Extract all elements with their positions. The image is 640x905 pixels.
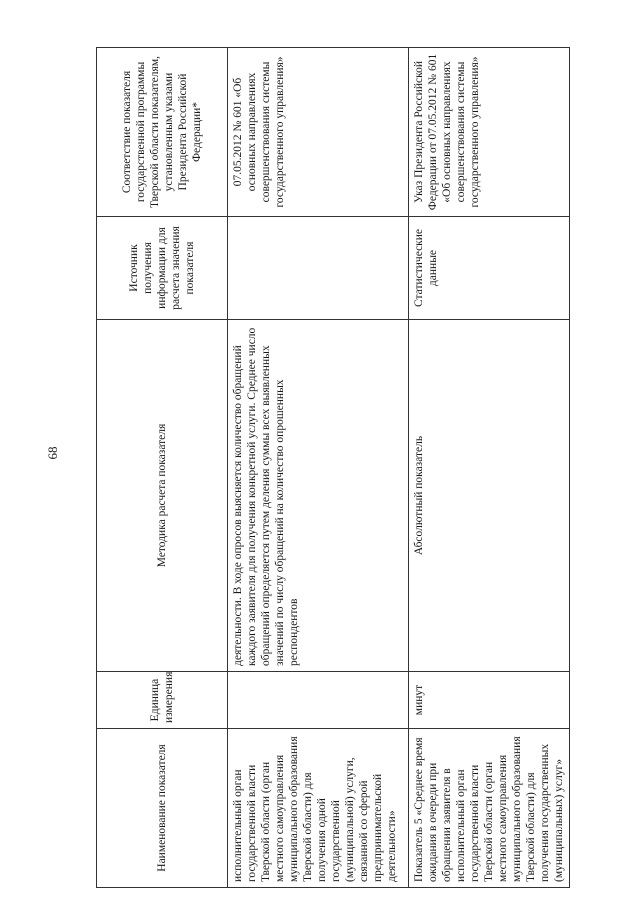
table-row <box>228 48 409 888</box>
cell-source <box>228 217 409 320</box>
header-compliance: Соответствие показателя государственной программы Тверской области показателям, установленным указами Президента Российской Федерации* <box>97 48 228 217</box>
page-number: 68 <box>45 446 60 460</box>
cell-compliance: 07.05.2012 № 601 «Об основных направлениях совершенствования системы государственного управления» <box>228 48 409 217</box>
header-unit: Единица измерения <box>97 672 228 729</box>
indicator-table <box>96 47 570 888</box>
cell-unit: минут <box>409 672 570 729</box>
header-method: Методика расчета показателя <box>97 320 228 672</box>
cell-source: Статистические данные <box>409 217 570 320</box>
header-source: Источник получения информации для расчета значения показателя <box>97 217 228 320</box>
table-row <box>409 48 570 888</box>
header-indicator-name: Наименование показателя <box>97 729 228 888</box>
cell-unit <box>228 672 409 729</box>
cell-method: Абсолютный показатель <box>409 320 570 672</box>
cell-indicator-name: исполнительный орган государственной власти Тверской области (орган местного самоуправления муниципального образования Тверской области) для получения одной государственной (муниципальной) услуги, связанной со сферой предпринимательской деятельности» <box>228 729 409 888</box>
rotated-table-container <box>96 48 566 888</box>
cell-method: деятельности. В ходе опросов выясняется количество обращений каждого заявителя для получения конкретной услуги. Среднее число обращений определяется путем деления суммы всех выявленных значений по числу обращений на количество опрошенных респондентов <box>228 320 409 672</box>
table-header-row <box>97 48 228 888</box>
cell-compliance: Указ Президента Российской Федерации от 07.05.2012 № 601 «Об основных направлениях совершенствования системы государственного управления» <box>409 48 570 217</box>
cell-indicator-name: Показатель 5 «Среднее время ожидания в очереди при обращении заявителя в исполнительный орган государственной власти Тверской области (орган местного самоуправления муниципального образования Тверской области) для получения государственных (муниципальных) услуг» <box>409 729 570 888</box>
